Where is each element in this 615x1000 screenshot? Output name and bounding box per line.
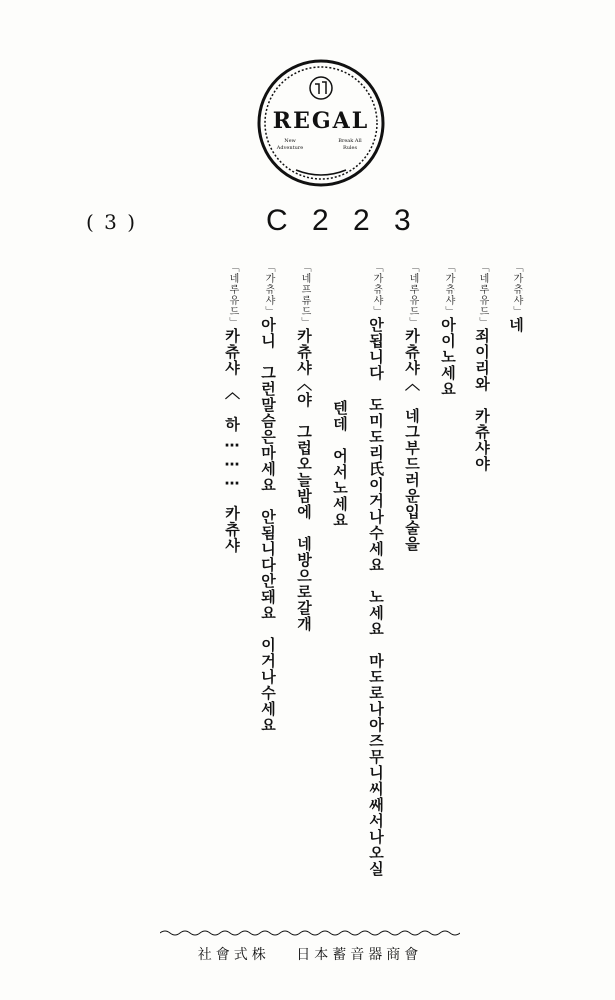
dialogue-line: 아니 그런말슴은마세요 안됨니다안돼요 이거나수세요 xyxy=(259,317,277,733)
dialogue-column-5 xyxy=(368,262,383,877)
speaker-name: 「가츄샤」 xyxy=(511,262,522,317)
svg-text:Rules: Rules xyxy=(342,145,358,151)
footer-wavy-divider xyxy=(160,928,460,938)
dialogue-line: 죄이리와 카츄샤야 xyxy=(473,328,491,472)
speaker-name: 「가츄샤」 xyxy=(371,262,382,317)
speaker-name: 「네루유드」 xyxy=(477,262,488,328)
dialogue-column-6 xyxy=(332,400,347,528)
dialogue-columns xyxy=(220,262,525,922)
dialogue-column-8 xyxy=(260,262,275,733)
dialogue-line: 카츄샤 〈 하……… 카츄샤 xyxy=(223,328,241,554)
svg-text:Adventure: Adventure xyxy=(276,145,304,151)
dialogue-column-3 xyxy=(440,262,455,397)
speaker-name: 「네루유드」 xyxy=(407,262,418,328)
dialogue-line: 아이노세요 xyxy=(439,317,457,397)
publisher-name: 社會式株 日本蓄音器商會 xyxy=(197,947,423,963)
regal-logo-graphic xyxy=(256,58,386,188)
svg-text:New: New xyxy=(284,138,296,144)
dialogue-column-4 xyxy=(404,262,419,552)
dialogue-column-2 xyxy=(474,262,489,472)
speaker-name: 「네프류드」 xyxy=(299,262,310,328)
dialogue-line: 네 xyxy=(507,317,525,333)
dialogue-line: 텐데 어서노세요 xyxy=(331,400,349,528)
svg-text:Break All: Break All xyxy=(338,138,362,144)
dialogue-line: 카츄샤〈 네그부드러운입술을 xyxy=(403,328,421,552)
speaker-name: 「가츄샤」 xyxy=(443,262,454,317)
dialogue-column-7 xyxy=(296,262,311,632)
regal-logo-seal xyxy=(256,58,386,188)
catalog-code: C 2 2 3 xyxy=(266,204,419,237)
dialogue-column-1 xyxy=(508,262,523,333)
page-number: ( 3 ) xyxy=(86,210,138,234)
dialogue-column-9 xyxy=(224,262,239,554)
dialogue-line: 안됩니다 도미도리氏이거나수세요 노세요 마도로나아즈무니씨쌔서나오실 xyxy=(367,317,385,877)
speaker-name: 「가츄샤」 xyxy=(263,262,274,317)
speaker-name: 「네루유드」 xyxy=(227,262,238,328)
dialogue-line: 카츄샤〈야 그럽오늘밤에 네방으로갈개 xyxy=(295,328,313,632)
logo-brand-text: REGAL xyxy=(272,108,370,134)
